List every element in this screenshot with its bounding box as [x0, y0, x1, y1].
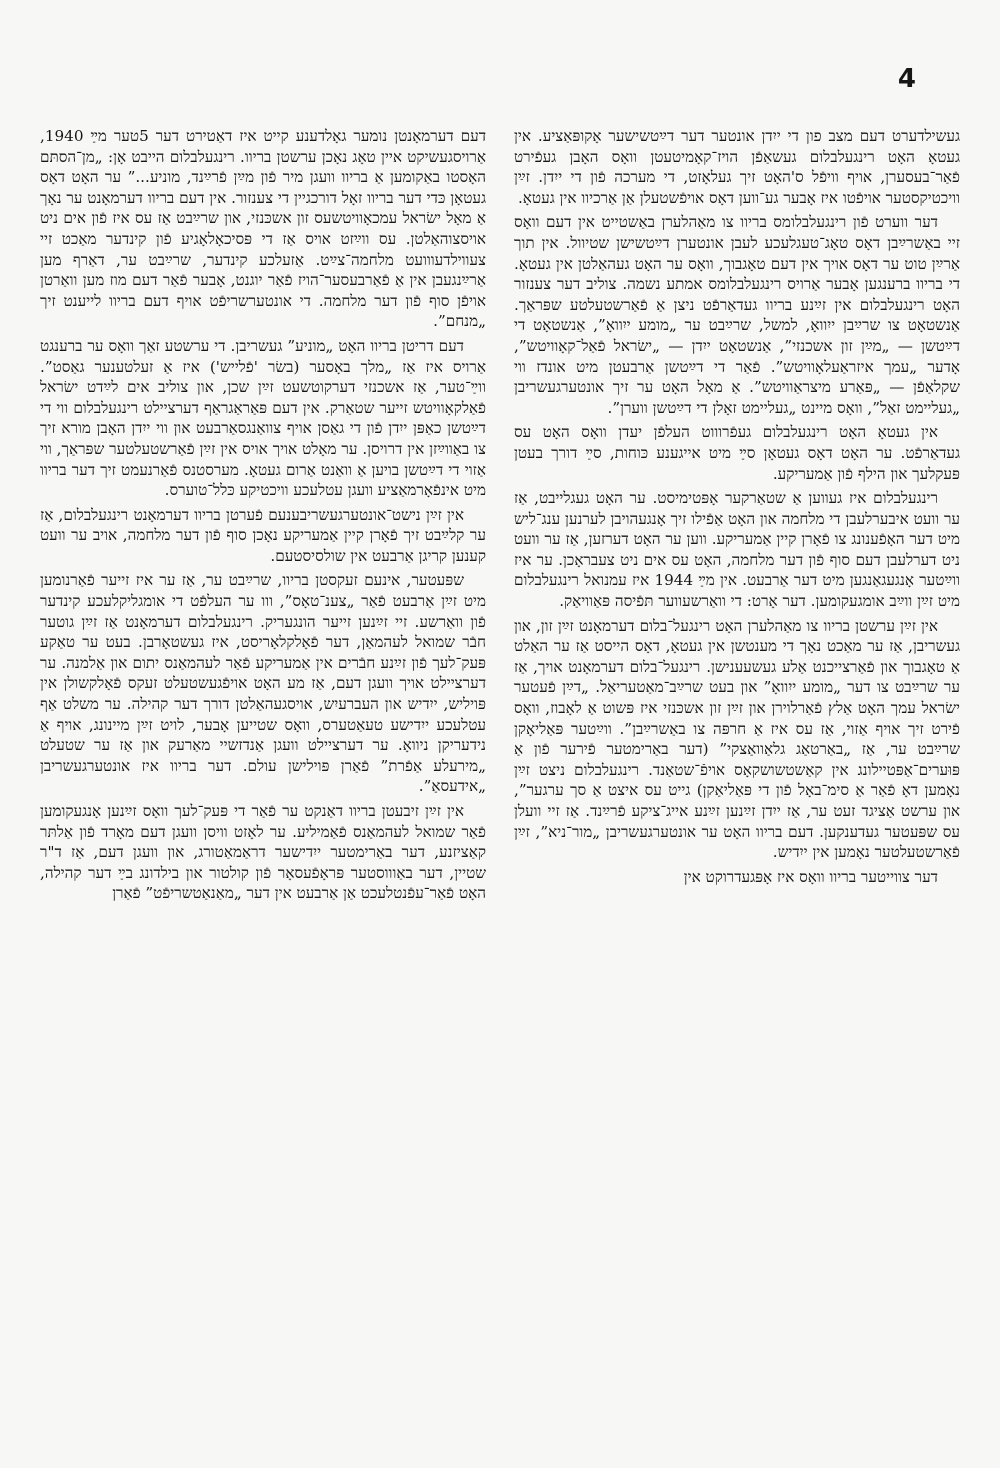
text-columns [40, 126, 960, 1346]
paragraph: דער ווערט פֿון רינגעלבלומס בריוו צו מאַהלערן באַשטייט אין דעם וואָס זיי באַשרײַבן דאָס טאָג־טעגלעכע לעבן אונטערן דײַטשישן שטיוול. אין תוך אַרײַן טוט ער דאָס אויך אין דעם טאָגבוך, וואָס ער האָט געהאַלטן אין געטאָ. די בריוו ברענגען אָבער אַרויס רינגעלבלומס אמתע נשמה. צוליב דער צענזור האָט רינגעלבלום אין זײַנע בריוו געדאַרפֿט ניצן אַ פֿאַרשטעלטע שפּראַך. אַנשטאָט צו שרײַבן ייִוואָ, למשל, שרײַבט ער „מומע ייִוואָ”, אַנשטאָט די דײַטשן — „מײַן זון אשכנזי”, אַנשטאָט ייִדן — „ישׂראל פֿאַל־קאָוויטש”, אָדער „עמך איזראַעלאָוויטש”. פֿאַר די דײַטשן אַרבעטן מיט אונדז ווי שקלאַפֿן — „פּאַרע מיצראַוויטש”. אַ מאָל האָט ער זיך אונטערגעשריבן „געליימט זאַל”, וואָס מיינט „געליימט זאָלן די דײַטשן ווערן”. [514, 213, 960, 417]
page-number: 4 [897, 64, 916, 94]
paragraph: דעם דערמאָנטן נומער גאָלדענע קייט איז דאַטירט דער 5טער מײַ 1940, אַרויסגעשיקט איין טאָג נאָכן ערשטן בריוו. רינגעלבלום הייבט אָן: „מן־הסתּם האָסטו באַקומען אַ בריוו וועגן מיר פֿון מײַן פֿרײַנד, מוניע...” ער האָט דאָס געטאָן כּדי דער בריוו זאָל דורכגיין די צענזור. אין דעם בריוו דערמאָנט ער נאָך אַ מאָל ישׂראל עמכאָוויטשעס זון אשכּנזי, און שרײַבט אַז עס איז פֿון אים ניט אויסצוהאַלטן. עס ווײַזט אויס אַז די פּסיכאָלאָגיע פֿון קינדער מאַכט זיי צעווילדעווועט מלחמה־צײַט. אַזעלכע קינדער, שרײַבט ער, דאַרף מען אַרײַנגעבן אין אַ פֿאַרבעסער־הויז פֿאַר יוגנט, אָבער פֿאַר דעם מוז מען וואַרטן אויפֿן סוף פֿון דער מלחמה. די אונטערשריפֿט אויף דעם בריוו לייענט זיך „מנחם”. [40, 127, 486, 331]
paragraph: אין געטאָ האָט רינגעלבלום געפֿרוווט העלפֿן יעדן וואָס האָט עס געדאַרפֿט. ער האָט דאָס געטאָן סײַ מיט אייגענע כּוחות, סײַ דורך בעטן פּעקלעך און הילף פֿון אַמעריקע. [514, 423, 960, 483]
paragraph: דעם דריטן בריוו האָט „מוניע” געשריבן. די ערשטע זאַך וואָס ער ברענגט אַרויס איז אַז „מלך באָסער (בשׂר 'פֿלייש') איז אַ זעלטענער גאַסט”. ווײַ־טער, אַז אשכנזי דערקוטשעט זײַן שכן, און צוליב אים לײַדט ישׂראל פֿאַלקאָוויטש זייער שטאַרק. אין דעם פּאַראַגראַף דערציילט רינגעלבלום ווי די דײַטשן כאַפּן ייִדן פֿון די גאַסן אויף צוואַנגסאַרבעט און ווי ייִדן האָבן מורא זיך צו באַווײַזן אין דרויסן. ער מאָלט אויך אויס אין זײַן פֿאַרשטעלטער שפּראַך, ווי אַזוי די דײַטשן בויען אַ וואַנט אַרום געטאָ. מערסטנס פֿאַרנעמט זיך דער בריוו מיט אינפֿאָרמאַציע וועגן עטלעכע וויכטיקע כּלל־טוערס. [40, 336, 486, 500]
paragraph: דער צווייטער בריוו וואָס איז אָפּגעדרוקט אין [683, 867, 938, 886]
paragraph: שפּעטער, אינעם זעקסטן בריוו, שרײַבט ער, אַז ער איז זייער פֿאַרנומען מיט זײַן אַרבעט פֿאַר „צענ־טאָס”, ווו ער העלפֿט די אומגליקלעכע קינדער פֿון וואַרשע. זיי זײַנען זייער הונגעריק. רינגעלבלום דערמאָנט אַז זײַן גוטער חבֿר שמואל לעהמאַן, דער פֿאָלקלאָריסט, איז געשטאָרבן. בעט ער טאַקע פּעק־לעך פֿון זײַנע חבֿרים אין אַמעריקע פֿאַר לעהמאַנס יתום און אַלמנה. ער דערציילט אויך וועגן דעם, אַז מע האָט אויפֿגעשטעלט זעקס פֿאָלקשולן אין פּויליש, ייִדיש און העברעיִש, אויסגעהאַלטן דורך דער קהילה. ער משלט אַף עטלעכע ייִדישע טעאַטערס, וואָס שטייען אָבער, לויט זײַן מיינונג, אויף אַ נידעריקן ניוואָ. ער דערציילט וועגן אַנדזשיי מאַרעק און אַז ער שטעלט „מירעלע אַפֿרת” פֿאַרן פּוילישן עולם. דער בריוו איז אונטערגעשריבן „אידעסאַ”. [40, 571, 486, 796]
right-column [514, 126, 960, 1346]
paragraph: רינגעלבלום איז געווען אַ שטאַרקער אָפּטימיסט. ער האָט געגלייבט, אַז ער וועט איבערלעבן די מלחמה און האָט אַפֿילו זיך אָנגעהויבן לערנען ענג־ליש מיט דער האָפֿענונג צו פֿאָרן קיין אַמעריקע. ווען ער האָט דערזען, אַז ער וועט ניט דערלעבן דעם סוף פֿון דער מלחמה, האָט עס אים ניט צעבראָכן. ער איז ווײַטער אָנגעגאַנגען מיט דער אַרבעט. אין מײַ 1944 איז עמנואל רינגעלבלום מיט זײַן ווײַב אומגעקומען. דער אָרט: די וואַרשעווער תּפֿיסה פּאַוויאַק. [514, 489, 960, 611]
paragraph: געשילדערט דעם מצב פון די ייִדן אונטער דער דײַטשישער אָקופּאַציע. אין געטאָ האָט רינגעלבלום געשאַפֿן הויז־קאָמיטעטן וואָס האָבן געפֿירט פֿאַר־בעסערן, אויף וויפֿל ס'האָט זיך געלאָזט, די מערכה פֿון די ייִדן. זײַן וויכטיקסטער אויפֿטו איז אָבער גע־ווען דאָס אויפֿשטעלן אַן אַרכיוו אין געטאָ. [514, 127, 960, 207]
paragraph: אין זײַן נישט־אונטערגעשריבענעם פֿערטן בריוו דערמאָנט רינגעלבלום, אַז ער קלײַבט זיך פֿאָרן קיין אַמעריקע נאָכן סוף פֿון דער מלחמה, אויב ער וועט קענען קריגן אַרבעט אין שולסיסטעם. [40, 505, 486, 565]
paragraph: אין זײַן ערשטן בריוו צו מאַהלערן האָט רינגעל־בלום דערמאָנט זײַן זון, און געשריבן, אַז ער מאַכט נאָך די מענטשן אין געטאָ, דאָס הייסט אַז ער האַלט אַ טאָגבוך און פֿאַרצייכנט אַלע געשעענישן. רינגעל־בלום דערמאָנט אויך, אַז ער שרײַבט צו דער „מומע ייִוואָ” און בעט שרײַב־מאַטעריאַל. „דײַן פֿעטער ישׂראל עמך האָט אַלץ פֿאַרלוירן און זײַן זון אשכּנזי איז פּשוט אַ לאָבוז, וואָס פֿירט זיך אויף אַזוי, אַז עס איז אַ חרפּה צו באַשרײַבן”. ווײַטער פּאַליאָקן שרײַבט ער, אַז „באַרטאַג גלאַוואַצקי” (דער באַרימטער פֿירער פֿון אַ פּוּערים־אַפּטיילונג אין קאַשטשושקאָס אויפֿ־שטאַנד. רינגעלבלום ניצט זײַן נאָמען דאָ פֿאַר אַ סימ־באָל פֿון די פּאַליאַקן) גייט עס איצט אַ סך ערגער”, און ערשט אַציגד זעט ער, אַז ייִדן זײַנען זײַנע אייג־ציקע פֿרײַנד. אַז זיי וועלן עס שפּעטער געדענקען. דעם בריוו האָט ער אונטערגעשריבן „מור־ניא”, זײַן פֿאַרשטעלטער נאָמען אין ייִדיש. [514, 616, 960, 862]
left-column [40, 126, 486, 1346]
paragraph: אין זײַן זיבעטן בריוו דאַנקט ער פֿאַר די פּעק־לעך וואָס זײַנען אָנגעקומען פֿאַר שמואל לעהמאַנס פֿאַמיליע. ער לאָזט וויסן וועגן דעם מאָרד פֿון אַלתּר קאַציזנע, דער באַרימטער ייִדישער דראַמאַטורג, און וועגן דעם, אַז ד"ר שטיין, דער באַוווסטער פּראָפֿעסאָר פֿון קולטור און בילדונג בײַ דער קהילה, האָט פֿאַר־עפֿנטלעכט אַן אַרבעט אין דער „מאַנאַטשריפֿט” פֿאַרן [40, 802, 486, 903]
